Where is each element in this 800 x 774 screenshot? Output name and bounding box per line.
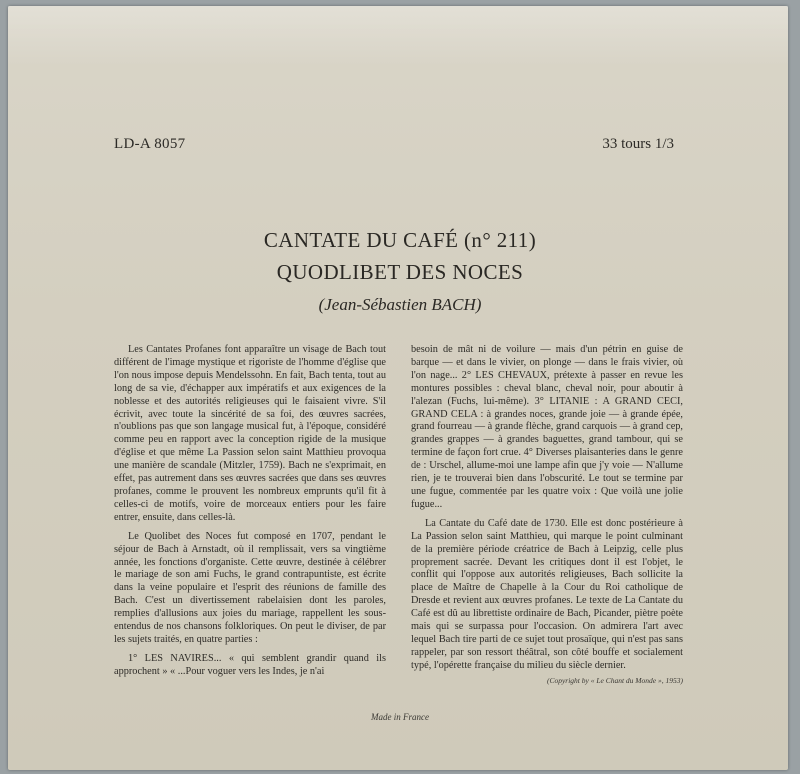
left-paragraph-2: Le Quolibet des Noces fut composé en 1707, pendant le séjour de Bach à Arnstadt, où il remplissait, vers sa vingtième année, les fonctions d'organiste. Cette œuvre, destinée à célébrer le mariage de son ami Fuchs, le grand contrapuntiste, est écrite dans la veine populaire et l'esprit des réunions de famille des Bach. C'est un divertissement rabelaisien dont les paroles, remplies d'allusions aux joies du mariage, rappellent les sous-entendus de nos chansons folkloriques. On peut le diviser, de par les sujets traités, en quatre parties :: [114, 530, 386, 645]
made-in-label: Made in France: [371, 712, 429, 722]
left-text-column: [114, 344, 386, 685]
left-paragraph-3: 1° LES NAVIRES... « qui semblent grandir quand ils approchent » « ...Pour voguer vers les Indes, je n'ai: [114, 652, 386, 677]
title-line-1: CANTATE DU CAFÉ (n° 211): [263, 228, 537, 252]
sleeve-top-fold: [8, 6, 788, 66]
title-line-2: QUODLIBET DES NOCES: [276, 260, 524, 284]
copyright-notice: (Copyright by « Le Chant du Monde », 1953): [546, 675, 683, 685]
left-paragraph-1: Les Cantates Profanes font apparaître un visage de Bach tout différent de l'image mystique et rigoriste de l'homme d'église que l'on nous impose depuis Mendelssohn. En fait, Bach tenta, tout au long de sa vie, d'échapper aux impératifs et aux exigences de la noblesse et des autorités religieuses qui le faisaient vivre. S'il écrivit, avec toute la sincérité de sa foi, des œuvres sacrées, n'oublions pas que son langage musical fut, à l'époque, considéré comme peu en rapport avec la conception rigide de la musique d'église et que même La Passion selon saint Matthieu provoqua une manière de scandale (Mitzler, 1759). Bach ne s'exprimait, en effet, pas autrement dans ses œuvres sacrées que dans ses œuvres profanes, comme le prouvent les nombreux emprunts qu'il fit à celles-ci de motifs, voire de morceaux entiers pour les faire entrer, ensuite, dans celles-là.: [114, 344, 386, 523]
right-paragraph-2: La Cantate du Café date de 1730. Elle est donc postérieure à La Passion selon saint Matthieu, qui marque le point culminant de la première période créatrice de Bach à Leipzig, celle plus proprement sacrée. Devant les critiques dont il est l'objet, le conflit qui l'oppose aux autorités religieuses, Bach sollicite la place de Maître de Chapelle à la Cour du Roi catholique de Dresde et revient aux œuvres profanes. Le texte de La Cantate du Café est dû au librettiste ordinaire de Bach, Picander, piètre poète mais qui se surpassa pour l'occasion. On admirera l'art avec lequel Bach tire parti de ce sujet tout prosaïque, qui n'est pas sans rappeler, par son ressort théâtral, son côté bouffe et socialement typé, l'opérette française du milieu du siècle dernier.: [411, 517, 683, 671]
right-text-column: [411, 344, 683, 688]
composer-name: (Jean-Sébastien BACH): [318, 295, 482, 314]
catalog-number: LD-A 8057: [114, 136, 186, 152]
right-paragraph-1: besoin de mât ni de voilure — mais d'un pétrin en guise de barque — et dans le vivier, on plonge — dans le frais vivier, où l'on nage... 2° LES CHEVAUX, prétexte à passer en revue les montures possibles : cheval blanc, cheval noir, pour aboutir à l'alezan (Fuchs, lui-même). 3° LITANIE : A GRAND CECI, GRAND CELA : à grandes noces, grande joie — à grande épée, grand fourreau — à grande flèche, grand carquois — à grand cep, grandes grappes — à grandes baguettes, grand tambour, qui se termine de façon fort crue. 4° Diverses plaisanteries dans le genre de : Urschel, allume-moi une lampe afin que j'y voie — N'allume rien, je te trouverai bien dans l'obscurité. Le tout se termine par une fugue, commentée par les quatre voix : Que voilà une jolie fugue...: [411, 344, 683, 510]
record-speed: 33 tours 1/3: [602, 136, 674, 152]
